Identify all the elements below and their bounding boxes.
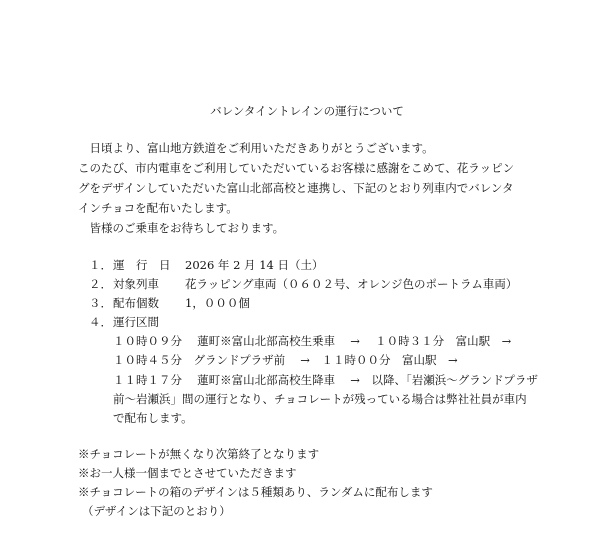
note-line-2: ※お一人様一個までとさせていただきます — [78, 466, 297, 480]
intro-line-4: インチョコを配布いたします。 — [78, 201, 238, 215]
route-line-2: １０時４５分 グランドプラザ前 → １１時００分 富山駅 → — [113, 353, 458, 367]
note-line-4: （デザインは下記のとおり） — [82, 504, 231, 518]
item-number: １． — [89, 258, 112, 272]
document-title: バレンタイントレインの運行について — [210, 104, 404, 118]
intro-line-5: 皆様のご乗車をお待ちしております。 — [78, 221, 285, 235]
route-line-4: 前～岩瀬浜」間の運行となり、チョコレートが残っている場合は弊社社員が車内 — [113, 392, 527, 406]
item-label: 運 行 日 — [113, 258, 171, 272]
note-line-1: ※チョコレートが無くなり次第終了となります — [78, 447, 320, 461]
item-number: ４． — [89, 315, 112, 329]
item-value: 花ラッピング車両（０６０２号、オレンジ色のポートラム車両） — [185, 277, 518, 291]
item-label: 配布個数 — [113, 296, 159, 310]
route-line-5: で配布します。 — [113, 411, 193, 425]
item-value: 2026 年 2 月 14 日（土） — [185, 258, 324, 272]
intro-line-2: このたび、市内電車をご利用していただいているお客様に感謝をこめて、花ラッピン — [78, 161, 515, 175]
item-label: 運行区間 — [113, 315, 159, 329]
route-line-1: １０時０９分 蓮町※富山北部高校生乗車 → １０時３１分 富山駅 → — [113, 334, 512, 348]
intro-line-1: 日頃より、富山地方鉄道をご利用いただきありがとうございます。 — [78, 141, 434, 155]
item-number: ２． — [89, 277, 112, 291]
intro-line-3: グをデザインしていただいた富山北部高校と連携し、下記のとおり列車内でバレンタ — [78, 181, 514, 195]
item-value: 1，０００個 — [185, 296, 250, 310]
note-line-3: ※チョコレートの箱のデザインは５種類あり、ランダムに配布します — [78, 485, 433, 499]
route-line-3: １１時１７分 蓮町※富山北部高校生降車 → 以降、「岩瀬浜～グランドプラザ — [113, 373, 538, 387]
item-label: 対象列車 — [113, 277, 159, 291]
item-number: ３． — [89, 296, 112, 310]
